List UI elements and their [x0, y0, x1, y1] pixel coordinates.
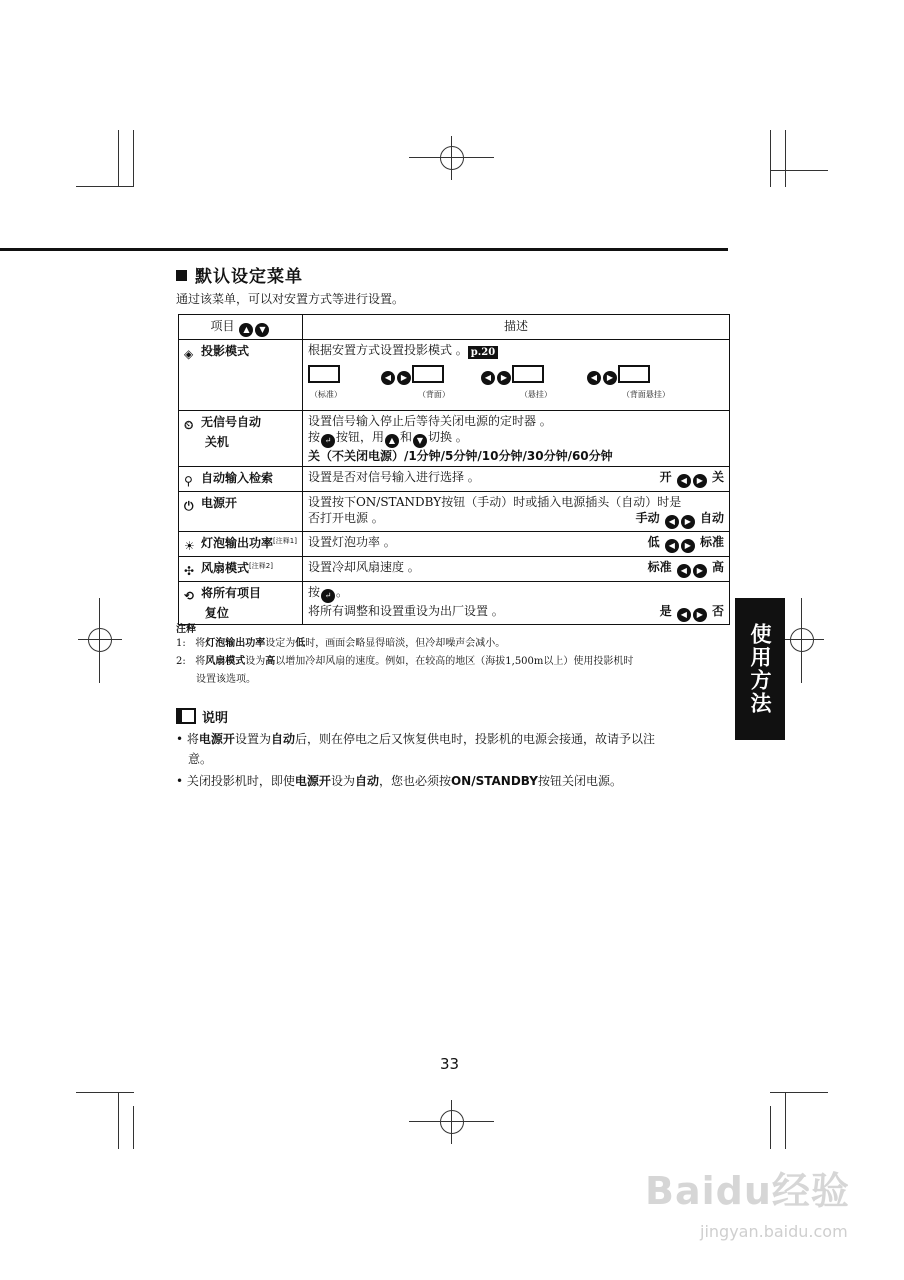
- option-right: 标准: [699, 535, 724, 549]
- registration-mark: [440, 146, 464, 170]
- bullet-1-cont: 意。: [188, 752, 213, 766]
- square-bullet-icon: [176, 270, 187, 281]
- fan-icon: ✣: [184, 564, 195, 578]
- crop-mark: [770, 130, 771, 187]
- section-intro: 通过该菜单，可以对安置方式等进行设置。: [176, 292, 405, 306]
- row-name: [179, 557, 303, 582]
- right-arrow-icon: ▶: [693, 564, 707, 578]
- note-bold: 风扇模式: [205, 656, 246, 667]
- right-arrow-icon: ▶: [603, 371, 617, 385]
- bullet-text: 按钮关闭电源。: [537, 774, 622, 788]
- left-arrow-icon: ◀: [481, 371, 495, 385]
- settings-table: [178, 314, 730, 625]
- row-desc: [302, 340, 729, 411]
- crop-mark: [770, 1106, 771, 1149]
- right-arrow-icon: ▶: [497, 371, 511, 385]
- projection-modes: [308, 359, 724, 407]
- down-arrow-icon: ▼: [413, 434, 427, 448]
- option-left: 手动: [635, 511, 660, 525]
- header-item-label: 项目: [210, 319, 235, 333]
- note-text: 时，画面会略显得暗淡，但冷却噪声会减小。: [305, 638, 506, 649]
- crop-mark: [76, 186, 134, 187]
- note-num: 1:: [176, 638, 186, 649]
- up-arrow-icon: ▲: [385, 434, 399, 448]
- no-signal-shutdown-icon: ⏲: [184, 418, 194, 432]
- row-name: [179, 467, 303, 492]
- crop-mark: [451, 136, 452, 180]
- screen-front-icon: [308, 365, 340, 383]
- note-2-cont: 设置该选项。: [196, 674, 256, 685]
- bullet-text: 后，则在停电之后又恢复供电时，投影机的电源会接通，故请予以注: [294, 732, 655, 746]
- row-desc-text: 设置按下ON/STANDBY按钮（手动）时或插入电源插头（自动）时是: [307, 495, 682, 509]
- reset-icon: ⟲: [184, 589, 195, 603]
- option-left: 标准: [647, 560, 672, 574]
- enter-icon: ↵: [321, 589, 335, 603]
- table-row: [179, 340, 730, 411]
- row-desc-text: 设置是否对信号输入进行选择 。: [307, 470, 480, 484]
- table-row: [179, 582, 730, 625]
- row-desc-text: 将所有调整和设置重设为出厂设置 。: [307, 604, 504, 618]
- screen-ceiling-icon: [512, 365, 544, 383]
- option-left: 是: [659, 604, 672, 618]
- bullet-bold: 电源开: [198, 732, 235, 746]
- left-arrow-icon: ◀: [587, 371, 601, 385]
- notes-heading: 注释: [176, 624, 196, 635]
- note-ref: [注释2]: [249, 562, 273, 570]
- row-option: [636, 510, 724, 529]
- row-desc-text: 否打开电源 。: [307, 511, 384, 525]
- mode-caption: （悬挂）: [519, 390, 552, 399]
- explanation-heading: [176, 707, 228, 726]
- table-row: [179, 411, 730, 467]
- option-left: 开: [659, 470, 672, 484]
- header-rule: [0, 248, 728, 251]
- mode-ceiling: [480, 365, 544, 385]
- note-1: [176, 636, 505, 652]
- bullet-bold: 自动: [270, 732, 295, 746]
- crop-mark: [785, 130, 786, 187]
- row-name-text: 关机: [204, 435, 229, 449]
- option-left: 低: [647, 535, 660, 549]
- option-right: 高: [711, 560, 724, 574]
- crop-mark: [801, 598, 802, 683]
- bullet-text: ，您也必须按: [378, 774, 451, 788]
- crop-mark: [785, 1092, 786, 1149]
- left-arrow-icon: ◀: [665, 515, 679, 529]
- note-2: [176, 654, 633, 670]
- note-text: 以增加冷却风扇的速度。例如，在较高的地区（海拔1,500m以上）使用投影机时: [275, 656, 634, 667]
- header-item: [179, 315, 303, 340]
- table-header: [179, 315, 730, 340]
- projection-mode-icon: ◈: [184, 347, 194, 361]
- row-name-text: 自动输入检索: [201, 471, 274, 485]
- row-desc-text: 。: [335, 585, 348, 599]
- left-arrow-icon: ◀: [677, 474, 691, 488]
- mode-rear-ceiling: [586, 365, 650, 385]
- crop-mark: [118, 130, 119, 187]
- row-name: [179, 582, 303, 625]
- crop-mark: [76, 1092, 134, 1093]
- registration-mark: [88, 628, 112, 652]
- up-arrow-icon: ▲: [239, 323, 253, 337]
- lamp-icon: ☀: [184, 539, 195, 553]
- bullet-text: 将: [186, 732, 199, 746]
- row-name: [179, 340, 303, 411]
- note-bold: 高: [265, 656, 276, 667]
- page-number: 33: [440, 1055, 460, 1073]
- table-row: [179, 467, 730, 492]
- row-name-text: 风扇模式: [201, 561, 250, 575]
- row-desc: [302, 467, 729, 492]
- row-desc: [302, 492, 729, 532]
- row-desc-text: 按: [307, 585, 320, 599]
- row-desc-text: 设置信号输入停止后等待关闭电源的定时器 。: [307, 414, 552, 428]
- row-option: [660, 603, 724, 622]
- note-text: 将: [195, 638, 206, 649]
- row-desc: [302, 411, 729, 467]
- crop-mark: [78, 639, 122, 640]
- note-bold: 低: [295, 638, 306, 649]
- bullet-bold: 自动: [354, 774, 379, 788]
- right-arrow-icon: ▶: [681, 539, 695, 553]
- registration-mark: [790, 628, 814, 652]
- row-desc: [302, 557, 729, 582]
- left-arrow-icon: ◀: [665, 539, 679, 553]
- power-icon: ⏻: [184, 499, 194, 513]
- row-name: [179, 532, 303, 557]
- mode-rear: [380, 365, 444, 385]
- bullet-2: • 关闭投影机时，即使电源开设为自动，您也必须按ON/STANDBY按钮关闭电源。: [176, 774, 622, 788]
- row-name-text: 将所有项目: [201, 586, 262, 600]
- left-arrow-icon: ◀: [677, 564, 691, 578]
- option-right: 否: [711, 604, 724, 618]
- registration-mark: [440, 1110, 464, 1134]
- explanation-heading-text: 说明: [202, 711, 229, 726]
- row-desc: [302, 582, 729, 625]
- row-name: [179, 492, 303, 532]
- auto-input-search-icon: ⚲: [184, 474, 193, 488]
- option-right: 关: [711, 470, 724, 484]
- crop-mark: [780, 639, 824, 640]
- crop-mark: [770, 170, 828, 171]
- table-row: [179, 557, 730, 582]
- row-desc-text: 按: [307, 430, 320, 444]
- table-row: [179, 532, 730, 557]
- row-name-text: 投影模式: [201, 344, 250, 358]
- crop-mark: [133, 1106, 134, 1149]
- mode-standard: [308, 365, 340, 383]
- right-arrow-icon: ▶: [693, 608, 707, 622]
- bullet-bold: 电源开: [294, 774, 331, 788]
- note-icon: [176, 708, 196, 724]
- enter-icon: ↵: [321, 434, 335, 448]
- crop-mark: [770, 1092, 828, 1093]
- screen-rear-icon: [412, 365, 444, 383]
- bullet-bold: ON/STANDBY: [450, 774, 538, 788]
- note-text: 设为: [245, 656, 266, 667]
- down-arrow-icon: ▼: [255, 323, 269, 337]
- right-arrow-icon: ▶: [693, 474, 707, 488]
- row-name-text: 复位: [204, 606, 229, 620]
- mode-caption: （标准）: [309, 390, 342, 399]
- row-option: [648, 559, 724, 578]
- right-arrow-icon: ▶: [397, 371, 411, 385]
- row-desc-text: 设置灯泡功率 。: [307, 535, 396, 549]
- section-title-text: 默认设定菜单: [195, 267, 303, 287]
- row-desc-text: 设置冷却风扇速度 。: [307, 560, 420, 574]
- crop-mark: [451, 1100, 452, 1144]
- row-name-text: 电源开: [201, 496, 238, 510]
- watermark-url: jingyan.baidu.com: [700, 1222, 848, 1241]
- note-ref: [注释1]: [273, 537, 297, 545]
- row-name-text: 灯泡输出功率: [201, 536, 274, 550]
- row-option: [660, 469, 724, 488]
- note-num: 2:: [176, 656, 186, 667]
- watermark-logo: Baidu经验: [645, 1169, 850, 1213]
- left-arrow-icon: ◀: [677, 608, 691, 622]
- row-desc-text: 根据安置方式设置投影模式 。: [307, 343, 468, 357]
- table-row: [179, 492, 730, 532]
- note-text: 将: [195, 656, 206, 667]
- row-name: [179, 411, 303, 467]
- crop-mark: [133, 130, 134, 187]
- bullet-text: 设为: [330, 774, 355, 788]
- row-name-text: 无信号自动: [201, 415, 262, 429]
- bullet-text: 关闭投影机时，即使: [186, 774, 295, 788]
- row-option: [648, 534, 724, 553]
- bullet-1: • 将电源开设置为自动后，则在停电之后又恢复供电时，投影机的电源会接通，故请予以注: [176, 732, 655, 746]
- page-ref-badge: p.20: [468, 346, 498, 359]
- row-options-text: 关（不关闭电源）/1分钟/5分钟/10分钟/30分钟/60分钟: [307, 449, 613, 463]
- section-title: [176, 262, 303, 287]
- crop-mark: [99, 598, 100, 683]
- side-tab: 使用方法: [735, 598, 785, 740]
- row-desc: [302, 532, 729, 557]
- row-desc-text: 切换 。: [427, 430, 468, 444]
- header-desc: 描述: [302, 315, 729, 340]
- option-right: 自动: [699, 511, 724, 525]
- mode-caption: （背面悬挂）: [621, 390, 670, 399]
- crop-mark: [118, 1092, 119, 1149]
- row-desc-text: 和: [399, 430, 412, 444]
- left-arrow-icon: ◀: [381, 371, 395, 385]
- bullet-text: 设置为: [234, 732, 271, 746]
- note-bold: 灯泡输出功率: [205, 638, 266, 649]
- screen-rear-ceiling-icon: [618, 365, 650, 383]
- mode-caption: （背面）: [417, 390, 450, 399]
- note-text: 设定为: [265, 638, 296, 649]
- row-desc-text: 按钮，用: [335, 430, 384, 444]
- right-arrow-icon: ▶: [681, 515, 695, 529]
